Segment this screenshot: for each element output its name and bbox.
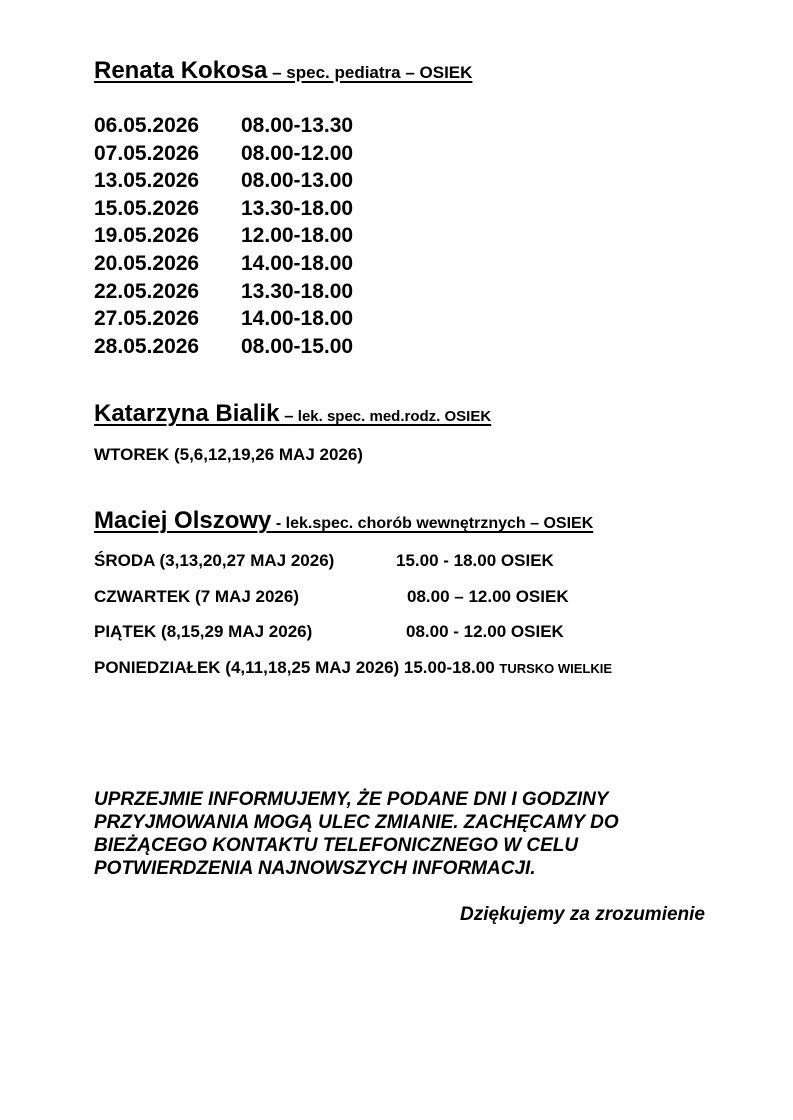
schedule-hours: 13.30-18.00 bbox=[241, 196, 354, 220]
schedule-row-monday bbox=[94, 658, 704, 679]
schedule-days: PONIEDZIAŁEK (4,11,18,25 MAJ 2026) 15.00-18.00 bbox=[94, 658, 500, 677]
schedule-row bbox=[94, 195, 353, 223]
schedule-hours: 08.00 - 12.00 OSIEK bbox=[406, 622, 564, 641]
schedule-row bbox=[94, 140, 353, 168]
doctor2-name: Katarzyna Bialik bbox=[94, 400, 280, 427]
schedule-row bbox=[94, 333, 353, 361]
schedule-date: 06.05.2026 bbox=[94, 114, 200, 137]
schedule-row bbox=[94, 551, 554, 571]
schedule-row bbox=[94, 112, 353, 140]
doctor1-subtitle: – spec. pediatra – OSIEK bbox=[267, 63, 473, 82]
schedule-row bbox=[94, 250, 353, 278]
schedule-date: 22.05.2026 bbox=[94, 279, 200, 303]
doctor2-heading bbox=[94, 400, 491, 428]
schedule-date: 28.05.2026 bbox=[94, 334, 200, 358]
doctor2-dash: – bbox=[279, 406, 294, 425]
schedule-hours: 14.00-18.00 bbox=[241, 307, 354, 331]
doctor3-name: Maciej Olszowy bbox=[94, 507, 272, 534]
schedule-hours: 13.30-18.00 bbox=[241, 279, 354, 303]
schedule-hours: 15.00 - 18.00 OSIEK bbox=[396, 551, 554, 570]
schedule-row bbox=[94, 587, 569, 607]
schedule-hours: 08.00-12.00 bbox=[241, 141, 354, 165]
schedule-row bbox=[94, 278, 353, 306]
schedule-days: PIĄTEK (8,15,29 MAJ 2026) bbox=[94, 622, 313, 641]
schedule-days: ŚRODA (3,13,20,27 MAJ 2026) bbox=[94, 551, 335, 570]
schedule-hours: 08.00 – 12.00 OSIEK bbox=[407, 587, 569, 606]
thanks-text: Dziękujemy za zrozumienie bbox=[460, 904, 705, 925]
schedule-hours: 14.00-18.00 bbox=[241, 251, 354, 275]
schedule-hours: 08.00-15.00 bbox=[241, 334, 354, 358]
schedule-date: 07.05.2026 bbox=[94, 141, 200, 165]
doctor2-subtitle: lek. spec. med.rodz. OSIEK bbox=[293, 408, 492, 425]
schedule-date: 19.05.2026 bbox=[94, 224, 200, 248]
schedule-row bbox=[94, 305, 353, 333]
schedule-date: 20.05.2026 bbox=[94, 251, 200, 275]
schedule-days: CZWARTEK (7 MAJ 2026) bbox=[94, 587, 299, 606]
schedule-row bbox=[94, 167, 353, 195]
schedule-row bbox=[94, 222, 353, 250]
doctor2-schedule: WTOREK (5,6,12,19,26 MAJ 2026) bbox=[94, 445, 363, 464]
doctor3-subtitle: - lek.spec. chorób wewnętrznych – OSIEK bbox=[271, 515, 594, 532]
schedule-date: 13.05.2026 bbox=[94, 169, 200, 193]
doctor1-heading bbox=[94, 57, 472, 85]
schedule-date: 27.05.2026 bbox=[94, 307, 200, 331]
doctor1-schedule bbox=[94, 112, 353, 360]
schedule-hours: 08.00-13.00 bbox=[241, 169, 354, 193]
schedule-location: TURSKO WIELKIE bbox=[499, 661, 613, 676]
schedule-date: 15.05.2026 bbox=[94, 196, 200, 220]
schedule-hours: 12.00-18.00 bbox=[241, 224, 354, 248]
doctor1-name: Renata Kokosa bbox=[94, 57, 268, 84]
schedule-row bbox=[94, 622, 564, 642]
schedule-hours: 08.00-13.30 bbox=[241, 114, 354, 137]
notice-text: UPRZEJMIE INFORMUJEMY, ŻE PODANE DNI I GODZINY PRZYJMOWANIA MOGĄ ULEC ZMIANIE. ZACHĘCAMY DO BIEŻĄCEGO KONTAKTU TELEFONICZNEGO W CELU POTWIERDZENIA NAJNOWSZYCH INFORMACJI. bbox=[94, 789, 619, 879]
doctor3-heading bbox=[94, 507, 593, 535]
